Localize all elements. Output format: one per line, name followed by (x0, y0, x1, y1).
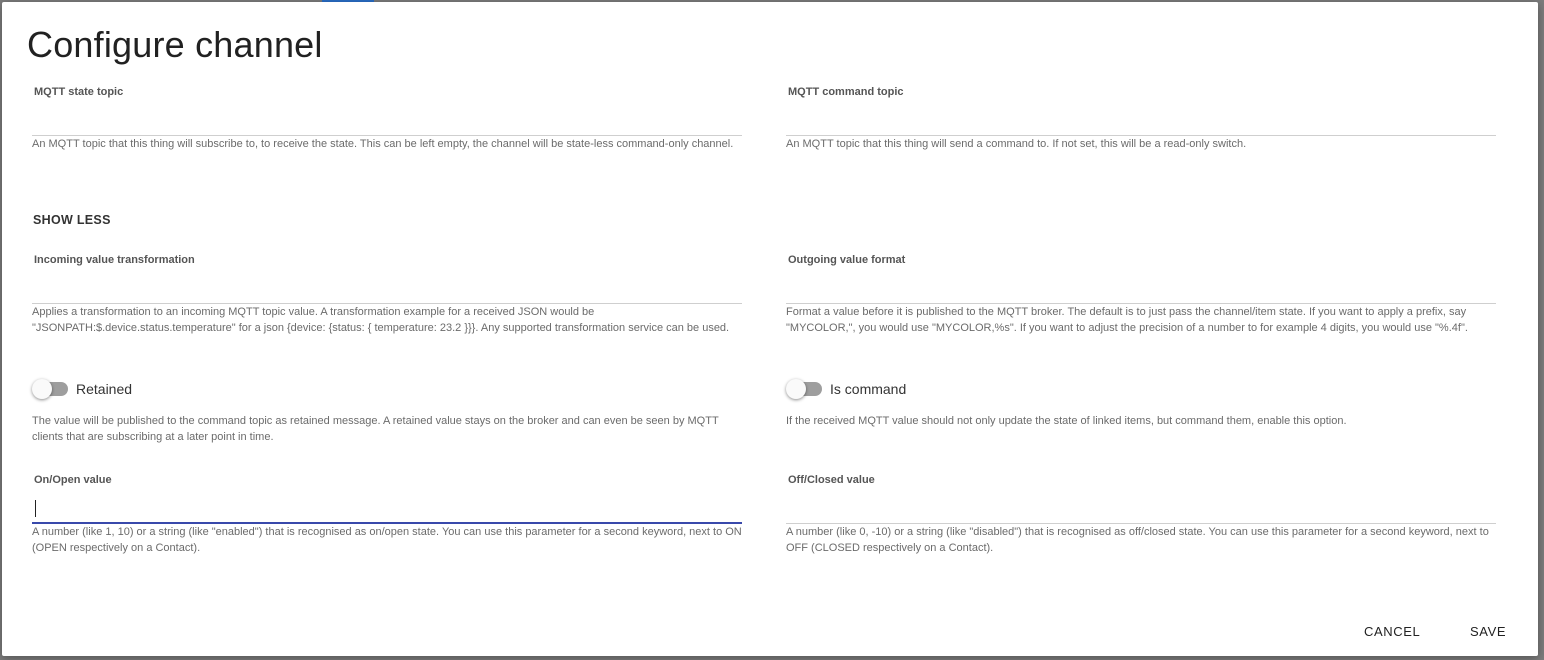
is-command-toggle[interactable] (786, 379, 824, 399)
toggle-thumb (32, 379, 52, 399)
show-less-button[interactable]: SHOW LESS (33, 213, 111, 227)
state-topic-input[interactable] (34, 106, 734, 126)
state-topic-label: MQTT state topic (34, 86, 124, 98)
retained-label: Retained (76, 381, 133, 397)
off-value-helper: A number (like 0, -10) or a string (like "disabled") that is recognised as off/closed state. You can use this parameter for a second keyword, next to OFF (CLOSED respectively on a Contact). (786, 526, 1489, 554)
incoming-transformation-input[interactable] (34, 274, 734, 294)
is-command-label: Is command (830, 381, 907, 397)
toggle-thumb (786, 379, 806, 399)
cancel-button[interactable]: CANCEL (1364, 624, 1421, 639)
text-caret (35, 500, 36, 517)
command-topic-helper: An MQTT topic that this thing will send a command to. If not set, this will be a read-only switch. (786, 138, 1247, 150)
configure-channel-dialog (2, 2, 1538, 656)
incoming-transformation-label: Incoming value transformation (34, 254, 195, 266)
dialog-title: Configure channel (27, 24, 323, 65)
on-value-helper: A number (like 1, 10) or a string (like "enabled") that is recognised as on/open state. You can use this parameter for a second keyword, next to ON (OPEN respectively on a Contact). (32, 526, 742, 554)
is-command-helper: If the received MQTT value should not only update the state of linked items, but command them, enable this option. (786, 415, 1347, 427)
save-button[interactable]: SAVE (1470, 624, 1507, 639)
retained-toggle[interactable] (32, 379, 70, 399)
off-value-input[interactable] (788, 498, 1488, 518)
outgoing-format-label: Outgoing value format (788, 254, 906, 266)
incoming-transformation-helper: Applies a transformation to an incoming MQTT topic value. A transformation example for a received JSON would be "JSONPATH:$.device.status.temperature" for a json {device: {status: { temperature: 23.2 }}}. Any supported transformation service can be used. (32, 306, 730, 334)
retained-helper: The value will be published to the command topic as retained message. A retained value stays on the broker and can even be seen by MQTT clients that are subscribing at a later point in time. (32, 415, 719, 443)
state-topic-helper: An MQTT topic that this thing will subscribe to, to receive the state. This can be left empty, the channel will be state-less command-only channel. (32, 138, 734, 150)
on-value-label: On/Open value (34, 474, 112, 486)
on-value-input[interactable] (34, 498, 734, 518)
outgoing-format-helper: Format a value before it is published to the MQTT broker. The default is to just pass the channel/item state. If you want to apply a prefix, say "MYCOLOR,", you would use "MYCOLOR,%s". If you want to adjust the precision of a number to for example 4 digits, you would use "%.4f". (786, 306, 1468, 334)
command-topic-label: MQTT command topic (788, 86, 904, 98)
off-value-label: Off/Closed value (788, 474, 875, 486)
outgoing-format-input[interactable] (788, 274, 1488, 294)
command-topic-input[interactable] (788, 106, 1488, 126)
